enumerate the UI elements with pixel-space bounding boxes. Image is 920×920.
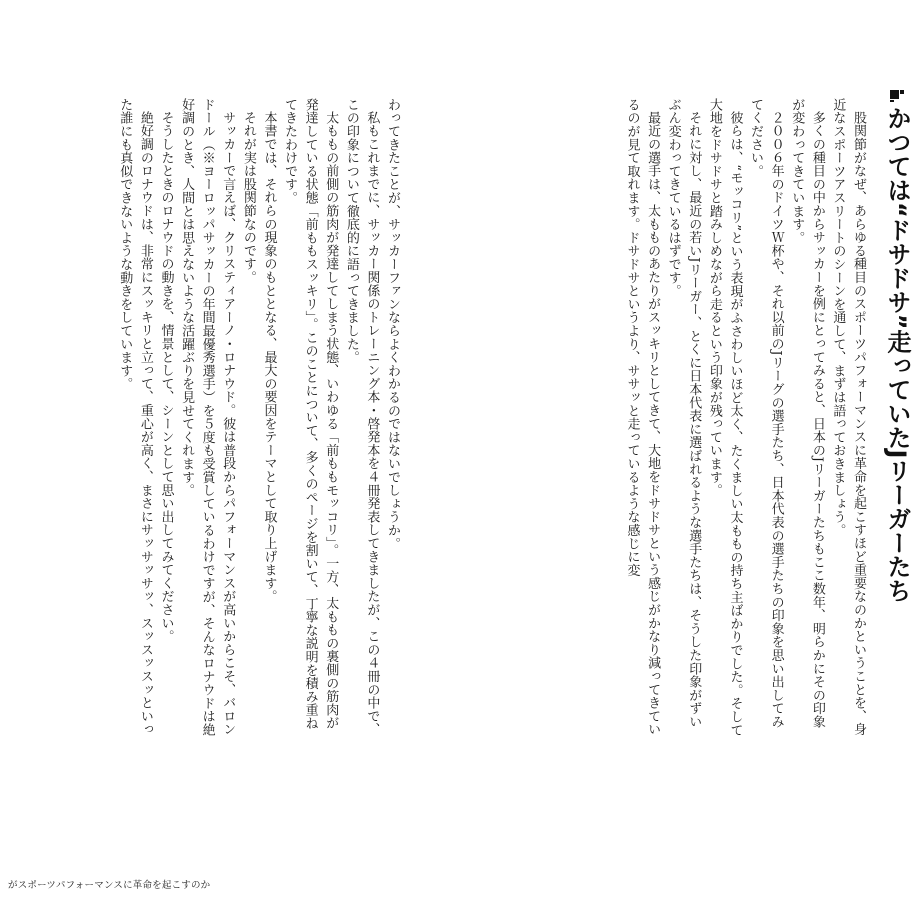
paragraph: 最近の選手は、太もものあたりがスッキリとしてきて、大地をドサドサという感じがかなり減ってきているのが見て取れます。ドサドサというより、ササッと走っているような感じに変 <box>624 98 661 737</box>
paragraph: 股関節がなぜ、あらゆる種目のスポーツパフォーマンスに革命を起こすほど重要なのかということを、身近なスポーツアスリートのシーンを通して、まずは語っておきましょう。 <box>830 98 866 737</box>
running-footer: がスポーツパフォーマンスに革命を起こすのか <box>8 880 211 891</box>
paragraph: わってきたことが、サッカーファンならよくわかるのではないでしょうか。 <box>385 98 400 551</box>
right-body-text <box>621 98 868 738</box>
left-body-text <box>114 98 402 738</box>
paragraph: 本書では、それらの現象のもととなる、最大の要因をテーマとして取り上げます。 <box>261 111 277 604</box>
paragraph: それに対し、最近の若いJリーガー、とくに日本代表に選ばれるような選手たちは、そうした印象がずいぶん変わってきているはずです。 <box>665 98 702 729</box>
left-page <box>0 70 460 770</box>
paragraph: サッカーで言えば、クリスティアーノ・ロナウド。彼は普段からパフォーマンスが高いからこそ、バロンドール（※ヨーロッパサッカーの年間最優秀選手）を５度も受賞しているわけですが、そんなロナウドは絶好調のとき、人間とは思えないような活躍ぶりを見せてくれます。 <box>179 98 236 737</box>
paragraph: 絶好調のロナウドは、非常にスッキリと立って、重心が高く、まさにサッサッサッ、スッスッスッといった誰にも真似できないような動きをしています。 <box>117 98 153 737</box>
section-heading: かつては“ドサドサ”走っていたJリーガーたち <box>883 106 911 603</box>
heading-bullet-icon <box>890 90 904 102</box>
paragraph: ２００６年のドイツＷ杯や、それ以前のJリーグの選手たち、日本代表の選手たちの印象を思い出してみてください。 <box>748 98 784 729</box>
paragraph: そうしたときのロナウドの動きを、情景として、シーンとして思い出してみてください。 <box>158 111 174 643</box>
paragraph: 多くの種目の中からサッカーを例にとってみると、日本のJリーガーたちもここ数年、明らかにその印象が変わってきています。 <box>789 98 825 729</box>
paragraph: 彼らは、“モッコリ”という表現がふさわしいほど太く、たくましい太ももの持ち主ばかりでした。そして大地をドサドサと踏みしめながら走るという印象が残っています。 <box>706 98 743 737</box>
right-page <box>470 70 920 770</box>
paragraph: 太ももの前側の筋肉が発達してしまう状態、いわゆる「前ももモッコリ」。一方、太ももの裏側の筋肉が発達している状態「前ももスッキリ」。このことについて、多くのページを割いて、丁寧な説明を積み重ねてきたわけです。 <box>282 98 339 730</box>
paragraph: それが実は股関節なのです。 <box>240 111 256 284</box>
paragraph: 私もこれまでに、サッカー関係のトレーニング本・啓発本を４冊発表してきましたが、この４冊の中で、この印象について徹底的に語ってきました。 <box>343 98 380 737</box>
